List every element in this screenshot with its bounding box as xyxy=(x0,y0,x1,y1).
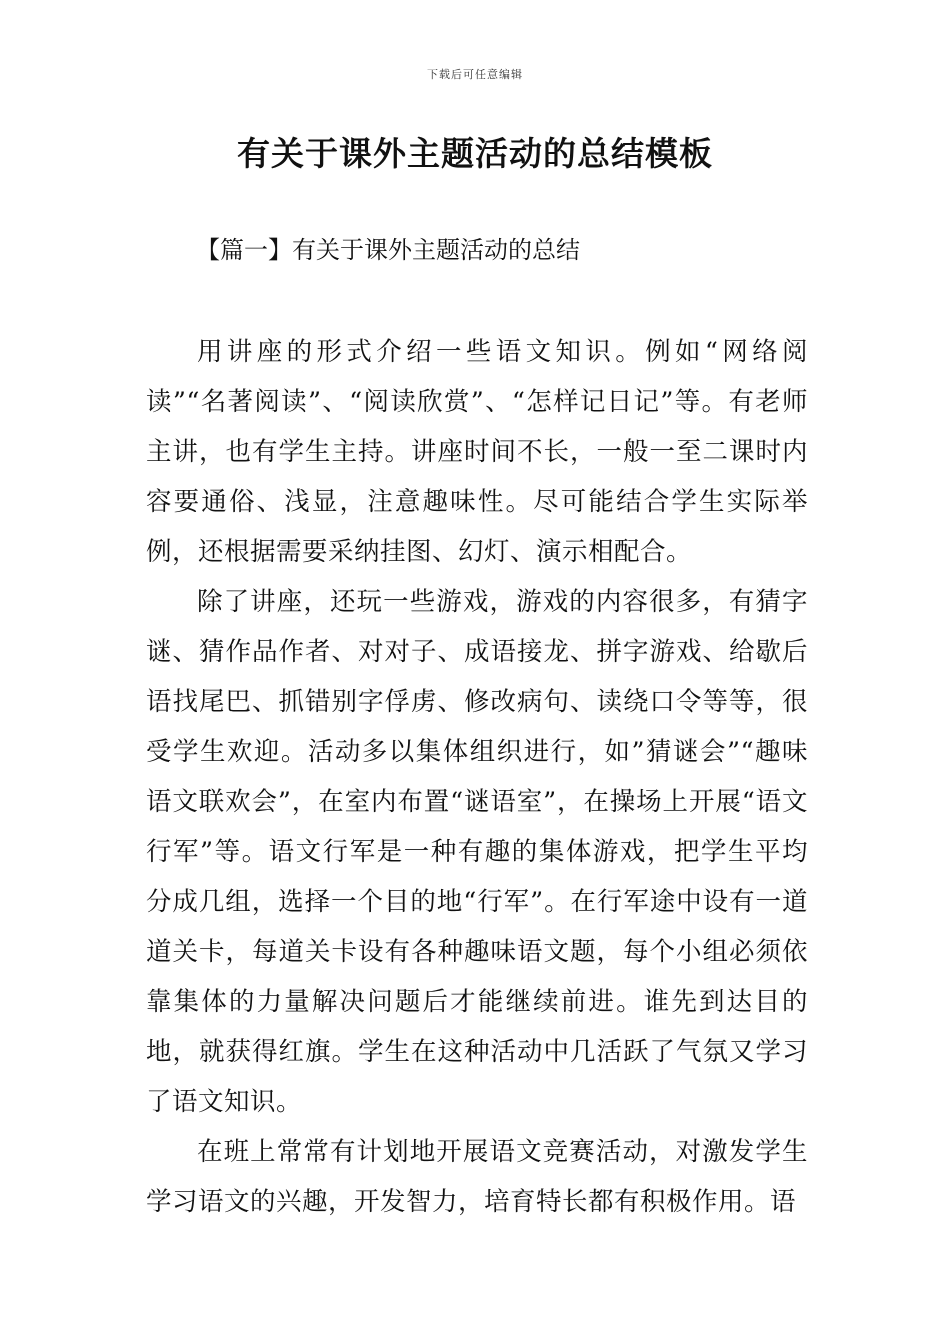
paragraph: 用讲座的形式介绍一些语文知识。例如“网络阅读”“名著阅读”、“阅读欣赏”、“怎样记日记”等。有老师主讲，也有学生主持。讲座时间不长，一般一至二课时内容要通俗、浅显，注意趣味性。尽可能结合学生实际举例，还根据需要采纳挂图、幻灯、演示相配合。 xyxy=(146,337,808,567)
header-note: 下载后可任意编辑 xyxy=(427,68,523,81)
paragraph: 除了讲座，还玩一些游戏，游戏的内容很多，有猜字谜、猜作品作者、对对子、成语接龙、拼字游戏、给歇后语找尾巴、抓错别字俘虏、修改病句、读绕口令等等，很受学生欢迎。活动多以集体组织进行，如”猜谜会”“趣味语文联欢会”，在室内布置“谜语室”，在操场上开展“语文行军”等。语文行军是一种有趣的集体游戏，把学生平均分成几组，选择一个目的地“行军”。在行军途中设有一道道关卡，每道关卡设有各种趣味语文题，每个小组必须依靠集体的力量解决问题后才能继续前进。谁先到达目的地，就获得红旗。学生在这种活动中几活跃了气氛又学习了语文知识。 xyxy=(146,587,808,1117)
section-heading: 【篇一】有关于课外主题活动的总结 xyxy=(196,236,580,264)
document-title: 有关于课外主题活动的总结模板 xyxy=(237,134,713,173)
paragraph: 在班上常常有计划地开展语文竞赛活动，对激发学生学习语文的兴趣，开发智力，培育特长都有积极作用。语 xyxy=(146,1137,808,1217)
body-text xyxy=(146,327,808,1227)
